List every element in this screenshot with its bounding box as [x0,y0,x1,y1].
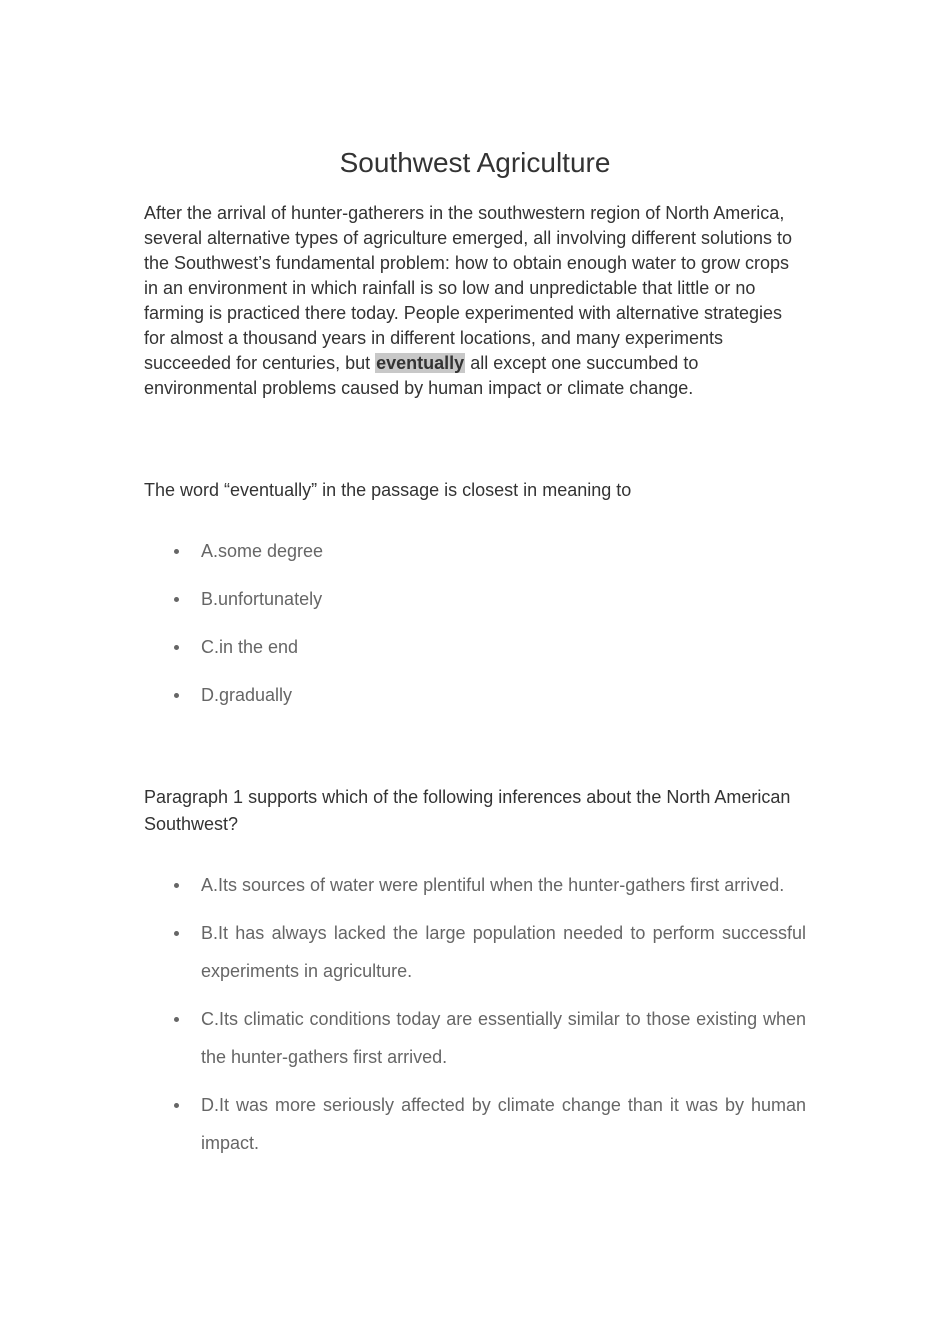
question-1-options [144,537,806,729]
question-1-option-d[interactable]: D.gradually [144,681,806,709]
passage-text-after: all except one succumbed to environmental problems caused by human impact or climate change. [144,353,699,398]
question-2-prompt: Paragraph 1 supports which of the following inferences about the North American Southwest? [144,787,791,834]
question-1-prompt: The word “eventually” in the passage is closest in meaning to [144,480,632,500]
question-1-option-b[interactable]: B.unfortunately [144,585,806,613]
question-1-option-c[interactable]: C.in the end [144,633,806,661]
passage-paragraph [144,201,806,401]
question-1-option-a[interactable]: A.some degree [144,537,806,565]
question-2-option-d[interactable]: D.It was more seriously affected by climate change than it was by human impact. [144,1086,806,1162]
question-2-option-c[interactable]: C.Its climatic conditions today are essentially similar to those existing when the hunter-gathers first arrived. [144,1000,806,1076]
page-title: Southwest Agriculture [339,147,611,178]
highlighted-word: eventually [376,353,465,373]
question-2-option-b[interactable]: B.It has always lacked the large population needed to perform successful experiments in agriculture. [144,914,806,990]
question-2-options [144,866,806,1172]
question-2-option-a[interactable]: A.Its sources of water were plentiful when the hunter-gathers first arrived. [144,866,806,904]
passage-text-before: After the arrival of hunter-gatherers in the southwestern region of North America, several alternative types of agriculture emerged, all involving different solutions to the Southwest’s fundamental problem: how to obtain enough water to grow crops in an environment in which rainfall is so low and unpredictable that little or no farming is practiced there today. People experimented with alternative strategies for almost a thousand years in different locations, and many experiments succeeded for centuries, but [144,203,793,373]
